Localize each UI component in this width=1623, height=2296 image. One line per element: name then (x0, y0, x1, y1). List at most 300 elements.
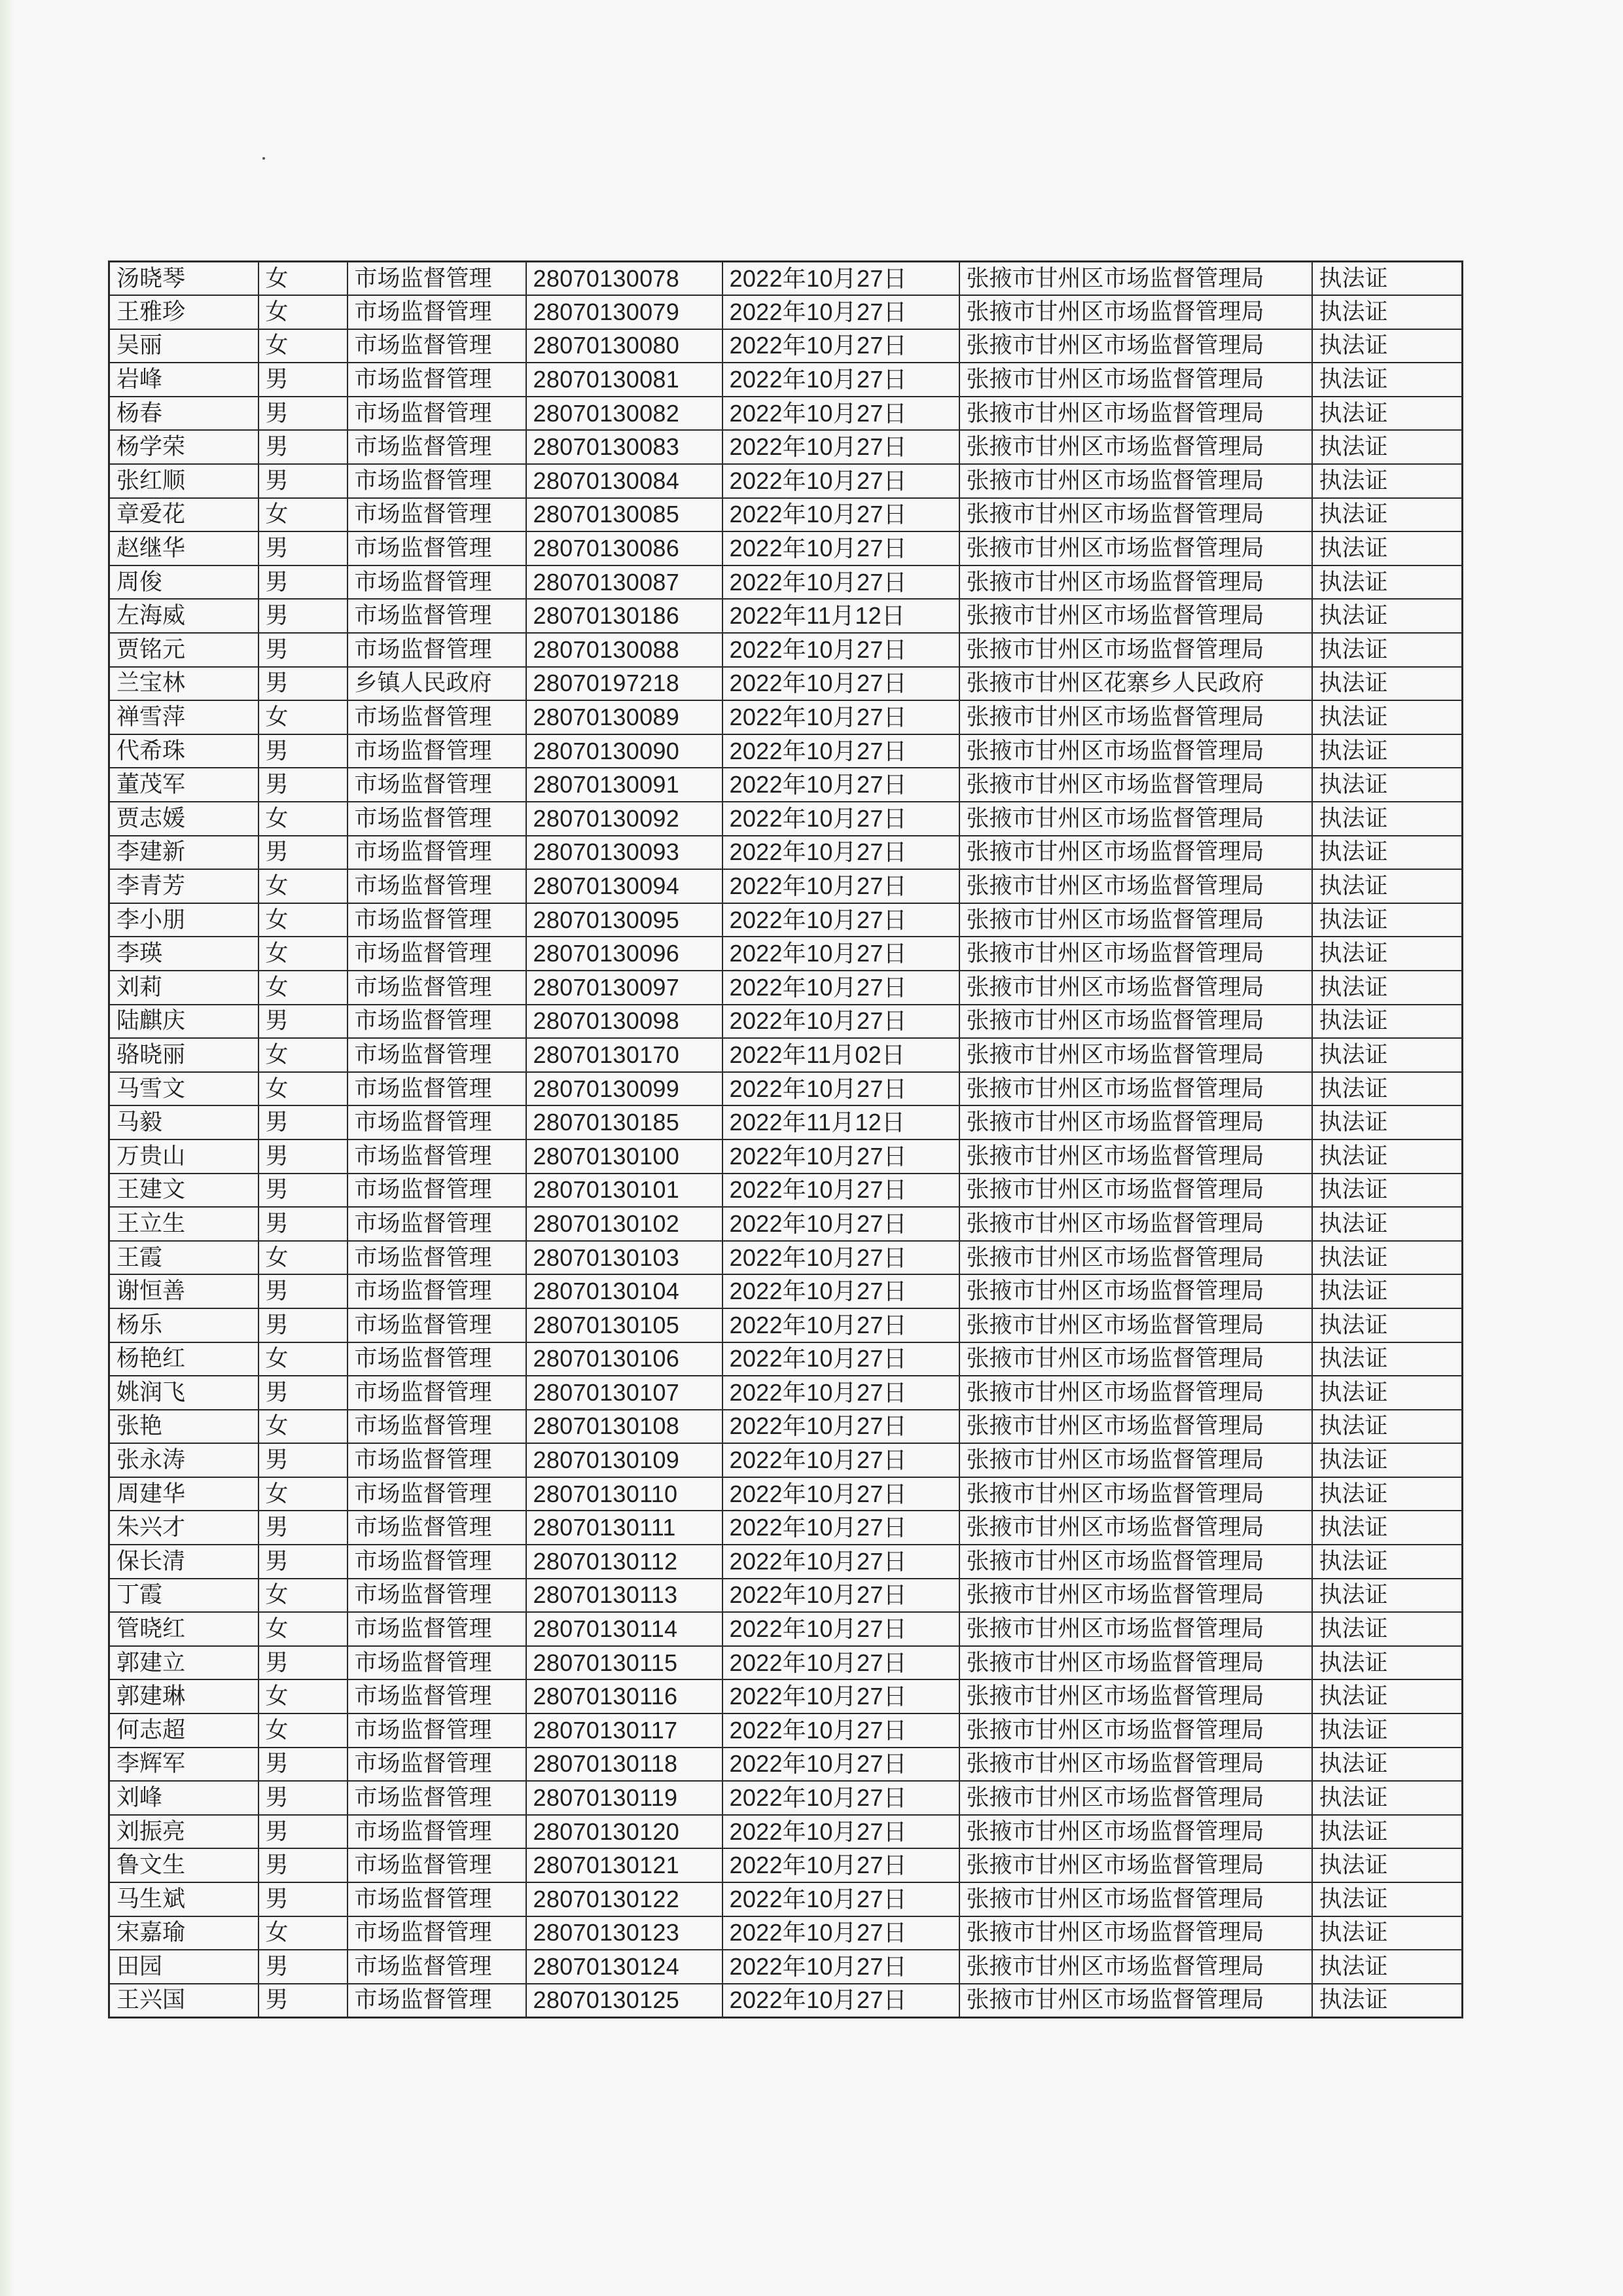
certificate-roster-table (108, 260, 1463, 2018)
agency-cell: 张掖市甘州区市场监督管理局 (959, 397, 1312, 431)
name-cell: 禅雪萍 (109, 700, 259, 734)
issue-date-cell: 2022年10月27日 (722, 1342, 959, 1376)
name-cell: 董茂军 (109, 768, 259, 802)
table-row (109, 1477, 1463, 1511)
gender-cell: 男 (259, 667, 348, 701)
category-cell: 市场监督管理 (348, 397, 526, 431)
cert-number-cell: 28070130113 (526, 1579, 722, 1613)
gender-cell: 女 (259, 802, 348, 836)
cert-number-cell: 28070130093 (526, 836, 722, 870)
issue-date-cell: 2022年10月27日 (722, 1848, 959, 1882)
cert-type-cell: 执法证 (1312, 1342, 1463, 1376)
name-cell: 王兴国 (109, 1984, 259, 2018)
table-row (109, 1342, 1463, 1376)
agency-cell: 张掖市甘州区市场监督管理局 (959, 1848, 1312, 1882)
cert-number-cell: 28070130080 (526, 329, 722, 363)
gender-cell: 男 (259, 531, 348, 565)
category-cell: 市场监督管理 (348, 1342, 526, 1376)
agency-cell: 张掖市甘州区市场监督管理局 (959, 1815, 1312, 1849)
agency-cell: 张掖市甘州区市场监督管理局 (959, 1579, 1312, 1613)
name-cell: 朱兴才 (109, 1511, 259, 1545)
gender-cell: 女 (259, 1038, 348, 1072)
agency-cell: 张掖市甘州区市场监督管理局 (959, 1781, 1312, 1815)
agency-cell: 张掖市甘州区市场监督管理局 (959, 1950, 1312, 1984)
name-cell: 郭建琳 (109, 1679, 259, 1713)
gender-cell: 男 (259, 633, 348, 667)
cert-number-cell: 28070130106 (526, 1342, 722, 1376)
agency-cell: 张掖市甘州区市场监督管理局 (959, 1274, 1312, 1308)
name-cell: 李瑛 (109, 937, 259, 971)
category-cell: 市场监督管理 (348, 869, 526, 903)
table-row (109, 1174, 1463, 1208)
cert-number-cell: 28070130105 (526, 1308, 722, 1342)
cert-number-cell: 28070130081 (526, 363, 722, 397)
issue-date-cell: 2022年10月27日 (722, 1207, 959, 1241)
category-cell: 市场监督管理 (348, 1545, 526, 1579)
name-cell: 万贵山 (109, 1139, 259, 1174)
category-cell: 市场监督管理 (348, 700, 526, 734)
gender-cell: 女 (259, 1072, 348, 1106)
name-cell: 刘峰 (109, 1781, 259, 1815)
cert-number-cell: 28070130095 (526, 903, 722, 937)
cert-number-cell: 28070130120 (526, 1815, 722, 1849)
cert-number-cell: 28070130079 (526, 295, 722, 329)
category-cell: 市场监督管理 (348, 1005, 526, 1039)
issue-date-cell: 2022年10月27日 (722, 1612, 959, 1646)
issue-date-cell: 2022年10月27日 (722, 1916, 959, 1950)
issue-date-cell: 2022年10月27日 (722, 1545, 959, 1579)
gender-cell: 男 (259, 1781, 348, 1815)
cert-number-cell: 28070130086 (526, 531, 722, 565)
agency-cell: 张掖市甘州区市场监督管理局 (959, 1376, 1312, 1410)
cert-number-cell: 28070130117 (526, 1713, 722, 1748)
agency-cell: 张掖市甘州区市场监督管理局 (959, 1984, 1312, 2018)
table-row (109, 1815, 1463, 1849)
cert-number-cell: 28070197218 (526, 667, 722, 701)
table-row (109, 262, 1463, 296)
cert-number-cell: 28070130104 (526, 1274, 722, 1308)
category-cell: 市场监督管理 (348, 1072, 526, 1106)
name-cell: 左海威 (109, 599, 259, 633)
agency-cell: 张掖市甘州区花寨乡人民政府 (959, 667, 1312, 701)
cert-number-cell: 28070130102 (526, 1207, 722, 1241)
scan-edge (0, 0, 16, 2296)
cert-type-cell: 执法证 (1312, 903, 1463, 937)
cert-type-cell: 执法证 (1312, 464, 1463, 498)
agency-cell: 张掖市甘州区市场监督管理局 (959, 1207, 1312, 1241)
cert-number-cell: 28070130114 (526, 1612, 722, 1646)
gender-cell: 男 (259, 565, 348, 600)
gender-cell: 男 (259, 599, 348, 633)
name-cell: 杨学荣 (109, 430, 259, 464)
gender-cell: 女 (259, 1241, 348, 1275)
table-row (109, 1679, 1463, 1713)
table-row (109, 1376, 1463, 1410)
table-row (109, 802, 1463, 836)
gender-cell: 男 (259, 1511, 348, 1545)
table-row (109, 1646, 1463, 1680)
agency-cell: 张掖市甘州区市场监督管理局 (959, 531, 1312, 565)
cert-type-cell: 执法证 (1312, 1984, 1463, 2018)
agency-cell: 张掖市甘州区市场监督管理局 (959, 1342, 1312, 1376)
cert-type-cell: 执法证 (1312, 1410, 1463, 1444)
issue-date-cell: 2022年10月27日 (722, 565, 959, 600)
category-cell: 市场监督管理 (348, 1815, 526, 1849)
table-row (109, 1713, 1463, 1748)
cert-type-cell: 执法证 (1312, 1174, 1463, 1208)
name-cell: 张艳 (109, 1410, 259, 1444)
name-cell: 赵继华 (109, 531, 259, 565)
name-cell: 王雅珍 (109, 295, 259, 329)
cert-type-cell: 执法证 (1312, 1545, 1463, 1579)
gender-cell: 女 (259, 1916, 348, 1950)
category-cell: 市场监督管理 (348, 1174, 526, 1208)
table-row (109, 565, 1463, 600)
gender-cell: 男 (259, 768, 348, 802)
cert-number-cell: 28070130094 (526, 869, 722, 903)
name-cell: 杨艳红 (109, 1342, 259, 1376)
gender-cell: 女 (259, 1679, 348, 1713)
table-row (109, 971, 1463, 1005)
table-row (109, 1781, 1463, 1815)
cert-number-cell: 28070130092 (526, 802, 722, 836)
category-cell: 市场监督管理 (348, 329, 526, 363)
gender-cell: 女 (259, 869, 348, 903)
agency-cell: 张掖市甘州区市场监督管理局 (959, 1443, 1312, 1477)
cert-number-cell: 28070130107 (526, 1376, 722, 1410)
issue-date-cell: 2022年10月27日 (722, 667, 959, 701)
name-cell: 周俊 (109, 565, 259, 600)
category-cell: 市场监督管理 (348, 903, 526, 937)
category-cell: 市场监督管理 (348, 1713, 526, 1748)
name-cell: 王霞 (109, 1241, 259, 1275)
issue-date-cell: 2022年10月27日 (722, 363, 959, 397)
issue-date-cell: 2022年10月27日 (722, 1815, 959, 1849)
category-cell: 市场监督管理 (348, 262, 526, 296)
name-cell: 杨乐 (109, 1308, 259, 1342)
gender-cell: 男 (259, 1815, 348, 1849)
agency-cell: 张掖市甘州区市场监督管理局 (959, 971, 1312, 1005)
cert-number-cell: 28070130103 (526, 1241, 722, 1275)
cert-type-cell: 执法证 (1312, 329, 1463, 363)
gender-cell: 男 (259, 1646, 348, 1680)
table-row (109, 1579, 1463, 1613)
cert-type-cell: 执法证 (1312, 1241, 1463, 1275)
category-cell: 市场监督管理 (348, 971, 526, 1005)
issue-date-cell: 2022年10月27日 (722, 1072, 959, 1106)
agency-cell: 张掖市甘州区市场监督管理局 (959, 363, 1312, 397)
agency-cell: 张掖市甘州区市场监督管理局 (959, 802, 1312, 836)
name-cell: 马雪文 (109, 1072, 259, 1106)
agency-cell: 张掖市甘州区市场监督管理局 (959, 903, 1312, 937)
table-row (109, 1038, 1463, 1072)
issue-date-cell: 2022年11月12日 (722, 599, 959, 633)
table-row (109, 531, 1463, 565)
gender-cell: 男 (259, 1174, 348, 1208)
cert-type-cell: 执法证 (1312, 599, 1463, 633)
cert-type-cell: 执法证 (1312, 1713, 1463, 1748)
name-cell: 汤晓琴 (109, 262, 259, 296)
cert-type-cell: 执法证 (1312, 397, 1463, 431)
issue-date-cell: 2022年10月27日 (722, 869, 959, 903)
issue-date-cell: 2022年10月27日 (722, 1882, 959, 1916)
name-cell: 骆晓丽 (109, 1038, 259, 1072)
cert-number-cell: 28070130078 (526, 262, 722, 296)
table-row (109, 464, 1463, 498)
agency-cell: 张掖市甘州区市场监督管理局 (959, 700, 1312, 734)
issue-date-cell: 2022年10月27日 (722, 1646, 959, 1680)
issue-date-cell: 2022年10月27日 (722, 1376, 959, 1410)
gender-cell: 男 (259, 1950, 348, 1984)
table-row (109, 1410, 1463, 1444)
category-cell: 市场监督管理 (348, 363, 526, 397)
gender-cell: 女 (259, 329, 348, 363)
name-cell: 李辉军 (109, 1748, 259, 1782)
gender-cell: 女 (259, 971, 348, 1005)
name-cell: 刘振亮 (109, 1815, 259, 1849)
cert-type-cell: 执法证 (1312, 836, 1463, 870)
cert-number-cell: 28070130084 (526, 464, 722, 498)
table-row (109, 1005, 1463, 1039)
table-body (109, 262, 1463, 2018)
gender-cell: 男 (259, 1274, 348, 1308)
cert-type-cell: 执法证 (1312, 734, 1463, 768)
agency-cell: 张掖市甘州区市场监督管理局 (959, 768, 1312, 802)
cert-number-cell: 28070130121 (526, 1848, 722, 1882)
cert-type-cell: 执法证 (1312, 1072, 1463, 1106)
gender-cell: 男 (259, 430, 348, 464)
table-row (109, 1105, 1463, 1139)
cert-type-cell: 执法证 (1312, 1139, 1463, 1174)
table-row (109, 329, 1463, 363)
table-row (109, 295, 1463, 329)
category-cell: 市场监督管理 (348, 1511, 526, 1545)
gender-cell: 男 (259, 1005, 348, 1039)
name-cell: 管晓红 (109, 1612, 259, 1646)
agency-cell: 张掖市甘州区市场监督管理局 (959, 1038, 1312, 1072)
issue-date-cell: 2022年10月27日 (722, 1579, 959, 1613)
table-row (109, 1848, 1463, 1882)
issue-date-cell: 2022年10月27日 (722, 971, 959, 1005)
name-cell: 李青芳 (109, 869, 259, 903)
name-cell: 田园 (109, 1950, 259, 1984)
agency-cell: 张掖市甘州区市场监督管理局 (959, 1410, 1312, 1444)
name-cell: 王立生 (109, 1207, 259, 1241)
agency-cell: 张掖市甘州区市场监督管理局 (959, 1072, 1312, 1106)
issue-date-cell: 2022年10月27日 (722, 1139, 959, 1174)
category-cell: 市场监督管理 (348, 1679, 526, 1713)
table-row (109, 1072, 1463, 1106)
issue-date-cell: 2022年10月27日 (722, 633, 959, 667)
agency-cell: 张掖市甘州区市场监督管理局 (959, 836, 1312, 870)
gender-cell: 女 (259, 1612, 348, 1646)
category-cell: 市场监督管理 (348, 599, 526, 633)
table-row (109, 498, 1463, 532)
cert-number-cell: 28070130125 (526, 1984, 722, 2018)
issue-date-cell: 2022年11月12日 (722, 1105, 959, 1139)
table-row (109, 836, 1463, 870)
name-cell: 张永涛 (109, 1443, 259, 1477)
gender-cell: 女 (259, 700, 348, 734)
agency-cell: 张掖市甘州区市场监督管理局 (959, 1612, 1312, 1646)
cert-type-cell: 执法证 (1312, 1950, 1463, 1984)
name-cell: 马毅 (109, 1105, 259, 1139)
category-cell: 市场监督管理 (348, 464, 526, 498)
issue-date-cell: 2022年10月27日 (722, 1713, 959, 1748)
cert-number-cell: 28070130085 (526, 498, 722, 532)
category-cell: 市场监督管理 (348, 1984, 526, 2018)
category-cell: 市场监督管理 (348, 1579, 526, 1613)
scan-speck (262, 157, 265, 160)
issue-date-cell: 2022年10月27日 (722, 295, 959, 329)
agency-cell: 张掖市甘州区市场监督管理局 (959, 1679, 1312, 1713)
name-cell: 张红顺 (109, 464, 259, 498)
table-row (109, 1612, 1463, 1646)
agency-cell: 张掖市甘州区市场监督管理局 (959, 1882, 1312, 1916)
name-cell: 保长清 (109, 1545, 259, 1579)
category-cell: 市场监督管理 (348, 565, 526, 600)
cert-number-cell: 28070130124 (526, 1950, 722, 1984)
agency-cell: 张掖市甘州区市场监督管理局 (959, 1241, 1312, 1275)
gender-cell: 男 (259, 1105, 348, 1139)
category-cell: 市场监督管理 (348, 1207, 526, 1241)
cert-number-cell: 28070130111 (526, 1511, 722, 1545)
cert-number-cell: 28070130099 (526, 1072, 722, 1106)
category-cell: 市场监督管理 (348, 1848, 526, 1882)
agency-cell: 张掖市甘州区市场监督管理局 (959, 1174, 1312, 1208)
agency-cell: 张掖市甘州区市场监督管理局 (959, 1748, 1312, 1782)
gender-cell: 男 (259, 1376, 348, 1410)
cert-type-cell: 执法证 (1312, 531, 1463, 565)
gender-cell: 男 (259, 397, 348, 431)
category-cell: 市场监督管理 (348, 1477, 526, 1511)
cert-type-cell: 执法证 (1312, 869, 1463, 903)
name-cell: 章爱花 (109, 498, 259, 532)
gender-cell: 男 (259, 1882, 348, 1916)
issue-date-cell: 2022年10月27日 (722, 1781, 959, 1815)
cert-type-cell: 执法证 (1312, 1579, 1463, 1613)
table-row (109, 937, 1463, 971)
table-row (109, 1984, 1463, 2018)
name-cell: 杨春 (109, 397, 259, 431)
agency-cell: 张掖市甘州区市场监督管理局 (959, 565, 1312, 600)
issue-date-cell: 2022年10月27日 (722, 464, 959, 498)
cert-number-cell: 28070130118 (526, 1748, 722, 1782)
agency-cell: 张掖市甘州区市场监督管理局 (959, 262, 1312, 296)
gender-cell: 男 (259, 734, 348, 768)
issue-date-cell: 2022年10月27日 (722, 1477, 959, 1511)
gender-cell: 女 (259, 262, 348, 296)
cert-type-cell: 执法证 (1312, 1207, 1463, 1241)
issue-date-cell: 2022年10月27日 (722, 768, 959, 802)
category-cell: 市场监督管理 (348, 1241, 526, 1275)
category-cell: 市场监督管理 (348, 1882, 526, 1916)
issue-date-cell: 2022年10月27日 (722, 397, 959, 431)
cert-type-cell: 执法证 (1312, 700, 1463, 734)
gender-cell: 女 (259, 903, 348, 937)
table-row (109, 599, 1463, 633)
cert-number-cell: 28070130115 (526, 1646, 722, 1680)
cert-number-cell: 28070130098 (526, 1005, 722, 1039)
cert-number-cell: 28070130096 (526, 937, 722, 971)
name-cell: 李建新 (109, 836, 259, 870)
issue-date-cell: 2022年10月27日 (722, 329, 959, 363)
issue-date-cell: 2022年10月27日 (722, 1005, 959, 1039)
issue-date-cell: 2022年10月27日 (722, 1274, 959, 1308)
cert-type-cell: 执法证 (1312, 1748, 1463, 1782)
cert-type-cell: 执法证 (1312, 1038, 1463, 1072)
cert-number-cell: 28070130091 (526, 768, 722, 802)
cert-type-cell: 执法证 (1312, 1646, 1463, 1680)
cert-type-cell: 执法证 (1312, 1105, 1463, 1139)
agency-cell: 张掖市甘州区市场监督管理局 (959, 1477, 1312, 1511)
name-cell: 宋嘉瑜 (109, 1916, 259, 1950)
category-cell: 市场监督管理 (348, 633, 526, 667)
cert-number-cell: 28070130087 (526, 565, 722, 600)
cert-number-cell: 28070130119 (526, 1781, 722, 1815)
category-cell: 市场监督管理 (348, 295, 526, 329)
name-cell: 王建文 (109, 1174, 259, 1208)
cert-type-cell: 执法证 (1312, 430, 1463, 464)
issue-date-cell: 2022年10月27日 (722, 700, 959, 734)
gender-cell: 女 (259, 1579, 348, 1613)
category-cell: 市场监督管理 (348, 937, 526, 971)
agency-cell: 张掖市甘州区市场监督管理局 (959, 498, 1312, 532)
cert-type-cell: 执法证 (1312, 262, 1463, 296)
category-cell: 市场监督管理 (348, 768, 526, 802)
cert-type-cell: 执法证 (1312, 768, 1463, 802)
issue-date-cell: 2022年10月27日 (722, 1308, 959, 1342)
cert-type-cell: 执法证 (1312, 1005, 1463, 1039)
cert-number-cell: 28070130082 (526, 397, 722, 431)
agency-cell: 张掖市甘州区市场监督管理局 (959, 295, 1312, 329)
cert-type-cell: 执法证 (1312, 802, 1463, 836)
cert-type-cell: 执法证 (1312, 1308, 1463, 1342)
cert-type-cell: 执法证 (1312, 565, 1463, 600)
gender-cell: 女 (259, 1410, 348, 1444)
cert-type-cell: 执法证 (1312, 1815, 1463, 1849)
table-row (109, 1207, 1463, 1241)
issue-date-cell: 2022年10月27日 (722, 1241, 959, 1275)
agency-cell: 张掖市甘州区市场监督管理局 (959, 869, 1312, 903)
issue-date-cell: 2022年10月27日 (722, 498, 959, 532)
gender-cell: 男 (259, 1207, 348, 1241)
table-row (109, 903, 1463, 937)
issue-date-cell: 2022年11月02日 (722, 1038, 959, 1072)
issue-date-cell: 2022年10月27日 (722, 262, 959, 296)
agency-cell: 张掖市甘州区市场监督管理局 (959, 1545, 1312, 1579)
gender-cell: 男 (259, 1443, 348, 1477)
issue-date-cell: 2022年10月27日 (722, 836, 959, 870)
category-cell: 市场监督管理 (348, 1376, 526, 1410)
table-row (109, 1950, 1463, 1984)
agency-cell: 张掖市甘州区市场监督管理局 (959, 1646, 1312, 1680)
category-cell: 市场监督管理 (348, 836, 526, 870)
name-cell: 丁霞 (109, 1579, 259, 1613)
category-cell: 市场监督管理 (348, 430, 526, 464)
agency-cell: 张掖市甘州区市场监督管理局 (959, 464, 1312, 498)
cert-number-cell: 28070130101 (526, 1174, 722, 1208)
gender-cell: 男 (259, 1984, 348, 2018)
category-cell: 市场监督管理 (348, 1274, 526, 1308)
category-cell: 市场监督管理 (348, 531, 526, 565)
agency-cell: 张掖市甘州区市场监督管理局 (959, 734, 1312, 768)
name-cell: 代希珠 (109, 734, 259, 768)
issue-date-cell: 2022年10月27日 (722, 531, 959, 565)
name-cell: 刘莉 (109, 971, 259, 1005)
name-cell: 兰宝林 (109, 667, 259, 701)
gender-cell: 男 (259, 1545, 348, 1579)
